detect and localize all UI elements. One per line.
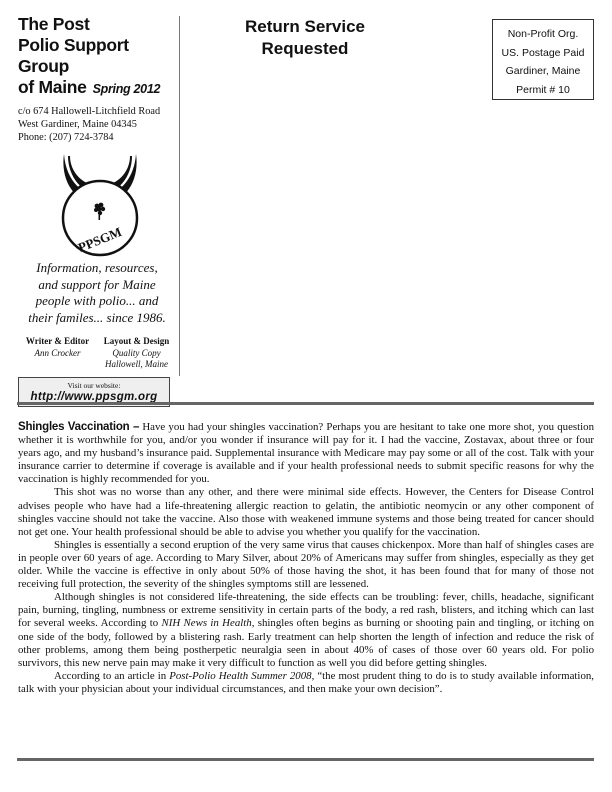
website-link[interactable]: http://www.ppsgm.org xyxy=(30,390,158,403)
article-paragraph: This shot was no worse than any other, and there were minimal side effects. However, the Centers for Disease Control advises people who have had a life-threatening allergic reaction to gelatin, the antibiotic neomycin or any other component of shingles vaccine should not take the vaccine. Also those with weakened immune systems and those being treated for cancer should not get one. Your health professional should be able to advise you whether you qualify for the vaccination. xyxy=(18,486,594,538)
article-paragraph: Although shingles is not considered life-threatening, the side effects can be troubling: fever, chills, headache, significant pain, burning, tingling, numbness or extreme sensitivity in certain parts of the body, a red rash, blisters, and itching which can last for several weeks. According to NIH News in Health, shingles often begins as burning or shooting pain and tingling, or itching on one side of the body, followed by a blistering rash. Early treatment can help shorten the length of infection and reduce the risk of other problems, among them being postherpetic neuralgia seen in about 40% of cases of those over 60 years old. For polio survivors, this new nerve pain may make it very difficult to function as well you did before getting shingles. xyxy=(18,591,594,669)
layout-credit: Layout & Design Quality Copy Hallowell, Maine xyxy=(103,336,170,369)
mailing-address: c/o 674 Hallowell-Litchfield Road West Gardiner, Maine 04345 Phone: (207) 724-3784 xyxy=(18,106,161,143)
article-paragraph: Shingles Vaccination – Have you had your shingles vaccination? Perhaps you are hesitant to take one more shot, you question whether it is worthwhile for you, and/or you wonder if insurance will pay for it. I had the vaccine, Zostavax, about three or four years ago, and my husband’s insurance paid. Supplemental insurance with Medicare may pay some or all of the cost. Talk with your insurance carrier to determine if coverage is available and if your health professional needs to submit specific reasons for why the vaccination is highly recommended for you. xyxy=(18,421,594,486)
article-paragraph: According to an article in Post-Polio Health Summer 2008, “the most prudent thing to do is to study available information, talk with your physician about your individual circumstances, and then make your own decision”. xyxy=(18,669,594,695)
org-name: The Post Polio Support Group of Maine Spring 2012 xyxy=(18,14,161,97)
bottom-divider xyxy=(17,758,594,761)
writer-credit: Writer & Editor Ann Crocker xyxy=(25,336,90,358)
tagline: Information, resources, and support for Maine people with polio... and their familes... since 1986. xyxy=(28,260,166,325)
logo-text: PPSGM xyxy=(75,224,124,256)
credits xyxy=(18,336,176,371)
top-divider xyxy=(17,402,594,405)
article-heading: Shingles Vaccination – xyxy=(18,421,140,433)
ppsgm-logo-icon xyxy=(40,152,150,258)
article-paragraph: Shingles is essentially a second eruption of the very same virus that causes chickenpox. More than half of shingles cases are in people over 60 years of age. According to Mary Silver, about 20% of Americans may suffer from shingles, especially as they get older. While the vaccine is effective in only about 50% of those having the shot, it has been found that for many of those not receiving full protection, the severity of the shingles symptoms still are lessened. xyxy=(18,538,594,591)
masthead xyxy=(18,14,176,407)
shingles-article xyxy=(18,421,594,696)
website-label: Visit our website: xyxy=(67,380,121,390)
postage-indicia: Non-Profit Org. US. Postage Paid Gardiner, Maine Permit # 10 xyxy=(492,19,594,100)
return-service-notice: Return Service Requested xyxy=(245,17,365,58)
issue-season: Spring 2012 xyxy=(92,82,161,96)
column-divider xyxy=(179,16,180,376)
